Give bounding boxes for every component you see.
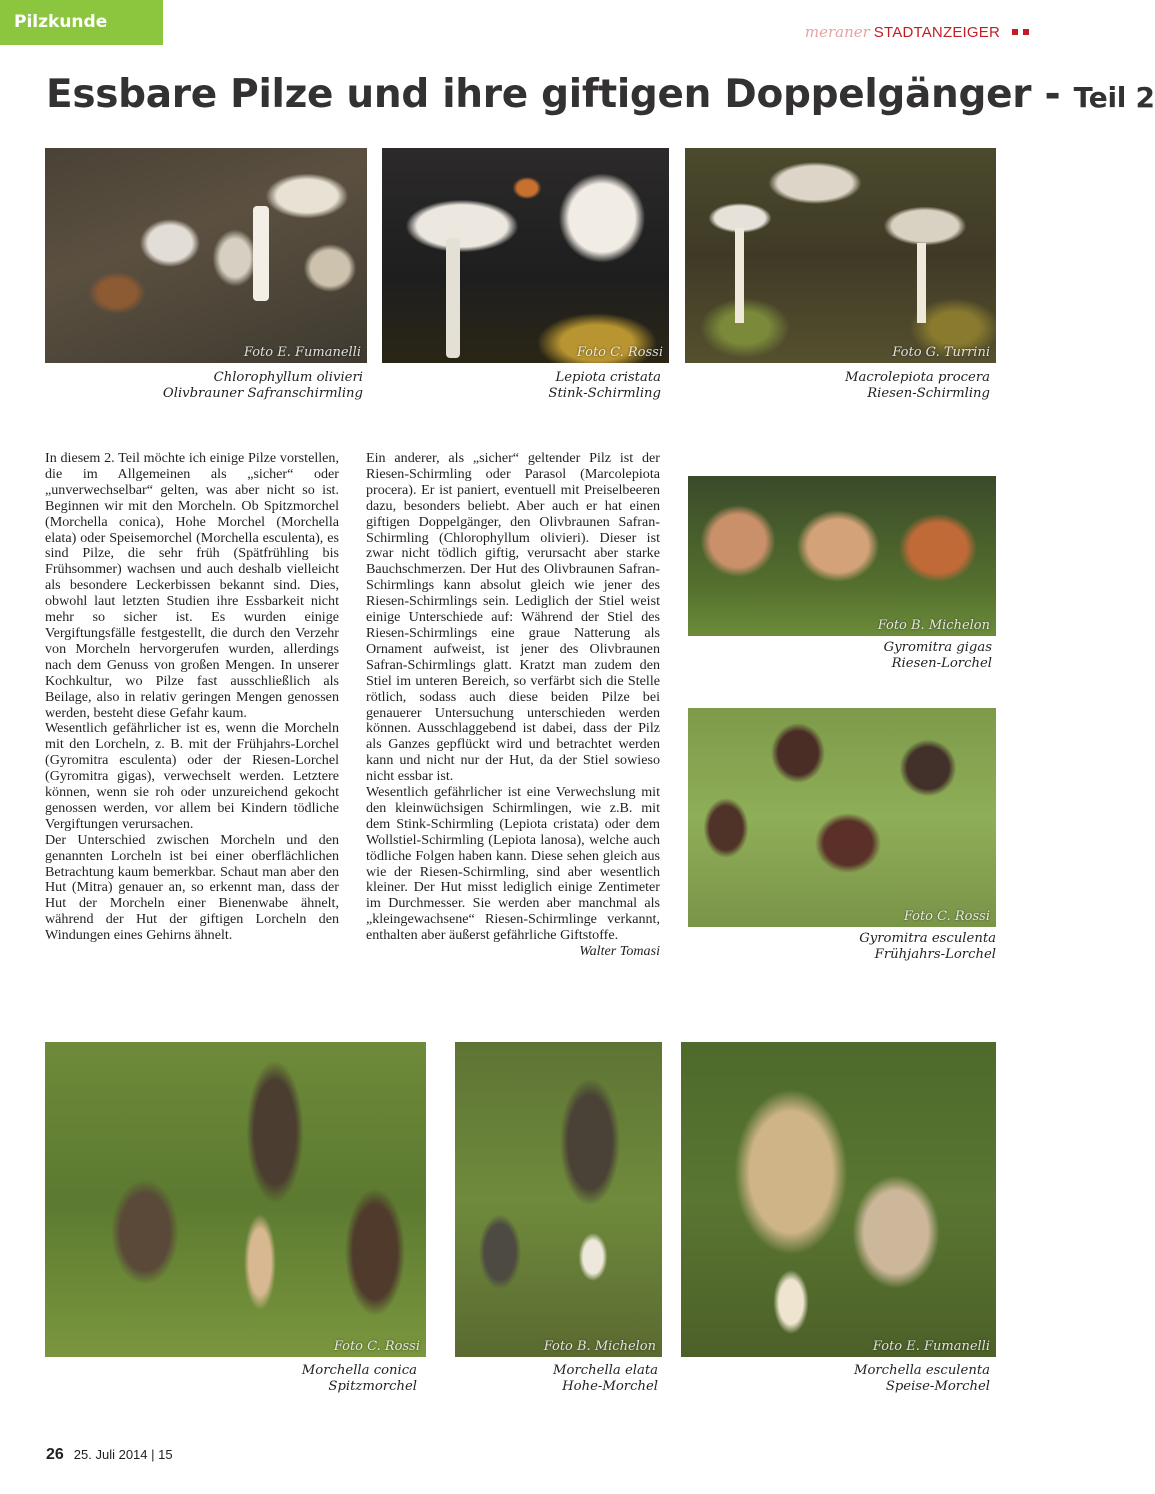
photo-morchella-conica <box>45 1042 426 1357</box>
article-column-1 <box>45 451 339 944</box>
caption-common: Spitzmorchel <box>328 1379 417 1394</box>
photo-gyromitra-esculenta <box>688 708 996 927</box>
title-sub: Teil 2 <box>1073 81 1155 114</box>
caption-common: Riesen-Lorchel <box>891 656 992 671</box>
photo-credit: Foto C. Rossi <box>333 1339 420 1354</box>
caption-latin: Gyromitra esculenta <box>859 931 996 946</box>
caption-4 <box>688 640 992 672</box>
caption-6 <box>45 1363 417 1395</box>
photo-credit: Foto C. Rossi <box>576 345 663 360</box>
caption-5 <box>688 931 996 963</box>
article-column-2 <box>366 451 660 960</box>
photo-credit: Foto E. Fumanelli <box>872 1339 990 1354</box>
photo-credit: Foto G. Turrini <box>892 345 990 360</box>
caption-1 <box>45 370 363 402</box>
photo-credit: Foto E. Fumanelli <box>243 345 361 360</box>
caption-latin: Chlorophyllum olivieri <box>213 370 363 385</box>
masthead-logo-right: STADTANZEIGER <box>873 23 1000 41</box>
masthead-logo-left: meraner <box>804 23 870 41</box>
caption-common: Frühjahrs-Lorchel <box>874 947 996 962</box>
photo-morchella-esculenta <box>681 1042 996 1357</box>
photo-credit: Foto B. Michelon <box>543 1339 656 1354</box>
title-main: Essbare Pilze und ihre giftigen Doppelgänger - <box>46 72 1074 117</box>
photo-credit: Foto C. Rossi <box>903 909 990 924</box>
photo-lepiota-cristata <box>382 148 669 363</box>
caption-7 <box>455 1363 658 1395</box>
section-tag: Pilzkunde <box>0 0 163 45</box>
caption-common: Speise-Morchel <box>885 1379 990 1394</box>
page-title <box>46 72 1155 117</box>
page-footer <box>46 1446 173 1464</box>
masthead-dots-icon <box>1012 29 1029 35</box>
caption-common: Olivbrauner Safranschirmling <box>162 386 363 401</box>
caption-2 <box>382 370 661 402</box>
photo-chlorophyllum-olivieri <box>45 148 367 363</box>
caption-common: Riesen-Schirmling <box>867 386 990 401</box>
caption-latin: Lepiota cristata <box>555 370 661 385</box>
paragraph: Ein anderer, als „sicher“ geltender Pilz ist der Riesen-Schirmling oder Parasol (Marcolepiota procera). Er ist paniert, eventuell mit Preiselbeeren dazu, besonders beliebt. Aber auch er hat einen giftigen Doppelgänger, den Olivbraunen Safran-Schirmling (Chlorophyllum olivieri). Dieser ist zwar nicht tödlich giftig, verursacht aber starke Bauchschmerzen. Der Hut des Olivbraunen Safran-Schirmlings kann absolut gleich wie jener des Riesen-Schirmlings sein. Lediglich der Stiel weist einige Unterschiede auf: Während der Stiel des Riesen-Schirmlings eine graue Natterung als Ornament aufweist, ist jener des Olivbraunen Safran-Schirmlings glatt. Kratzt man zudem den Stiel im unteren Bereich, so verfärbt sich die Stelle rötlich, sodass auch diese beiden Pilze bei genauerer Untersuchung unterschieden werden können. Ausschlaggebend ist dabei, dass der Pilz als Ganzes gepflückt wird und betrachtet werden kann und nicht nur der Hut, da der Stiel sowieso nicht essbar ist. <box>366 450 660 785</box>
photo-credit: Foto B. Michelon <box>877 618 990 633</box>
author: Walter Tomasi <box>579 943 660 960</box>
paragraph: Der Unterschied zwischen Morcheln und den genannten Lorcheln ist bei einer oberflächlichen Betrachtung kaum bemerkbar. Schaut man aber den Hut (Mitra) genauer an, so erkennt man, dass der Hut der Morcheln einer Bienenwabe ähnelt, während der Hut der giftigen Lorcheln den Windungen eines Gehirns ähnelt. <box>45 831 339 944</box>
paragraph: In diesem 2. Teil möchte ich einige Pilze vorstellen, die im Allgemeinen als „sicher“ oder „unverwechselbar“ gelten, was aber nicht so ist. Beginnen wir mit den Morcheln. Ob Spitzmorchel (Morchella conica), Hohe Morchel (Morchella elata) oder Speisemorchel (Morchella esculenta), es sind Pilze, die sehr früh (Spätfrühling bis Frühsommer) wachsen und auch deshalb vielleicht als besondere Leckerbissen bekannt sind. Dies, obwohl laut letzten Studien ihre Essbarkeit nicht mehr so sicher ist. Es wurden einige Vergiftungsfälle festgestellt, die durch den Verzehr von Morcheln hervorgerufen wurden, allerdings nach dem Genuss von großen Mengen. In unserer Kochkultur, wo Pilze fast ausschließlich als Beilage, also in relativ geringen Mengen genossen werden, besteht diese Gefahr kaum. <box>45 450 339 721</box>
caption-latin: Morchella esculenta <box>853 1363 990 1378</box>
caption-3 <box>685 370 990 402</box>
masthead <box>805 22 1029 42</box>
photo-morchella-elata <box>455 1042 662 1357</box>
caption-latin: Morchella elata <box>553 1363 658 1378</box>
caption-latin: Gyromitra gigas <box>883 640 992 655</box>
caption-latin: Macrolepiota procera <box>844 370 990 385</box>
photo-gyromitra-gigas <box>688 476 996 636</box>
caption-8 <box>681 1363 990 1395</box>
caption-common: Stink-Schirmling <box>548 386 661 401</box>
paragraph: Wesentlich gefährlicher ist es, wenn die Morcheln mit den Lorcheln, z. B. mit der Frühjahrs-Lorchel (Gyromitra esculenta) oder der Riesen-Lorchel (Gyromitra gigas), verwechselt werden. Letztere können, wenn sie roh oder unzureichend gekocht genossen werden, vor allem bei Kindern tödliche Vergiftungen verursachen. <box>45 720 339 832</box>
caption-latin: Morchella conica <box>301 1363 417 1378</box>
caption-common: Hohe-Morchel <box>562 1379 658 1394</box>
issue-date: 25. Juli 2014 | 15 <box>73 1447 173 1462</box>
paragraph: Wesentlich gefährlicher ist eine Verwechslung mit den kleinwüchsigen Schirmlingen, wie z.B. mit dem Stink-Schirmling (Lepiota cristata) oder dem Wollstiel-Schirmling (Lepiota lanosa), welche auch tödliche Folgen haben kann. Diese sehen gleich aus wie der Riesen-Schirmling, sind aber wesentlich kleiner. Der Hut misst lediglich einige Zentimeter im Durchmesser. Sie werden aber manchmal als „kleingewachsene“ Riesen-Schirmlinge verkannt, enthalten aber äußerst gefährliche Giftstoffe. <box>366 784 660 944</box>
page-number: 26 <box>46 1446 64 1463</box>
photo-macrolepiota-procera <box>685 148 996 363</box>
